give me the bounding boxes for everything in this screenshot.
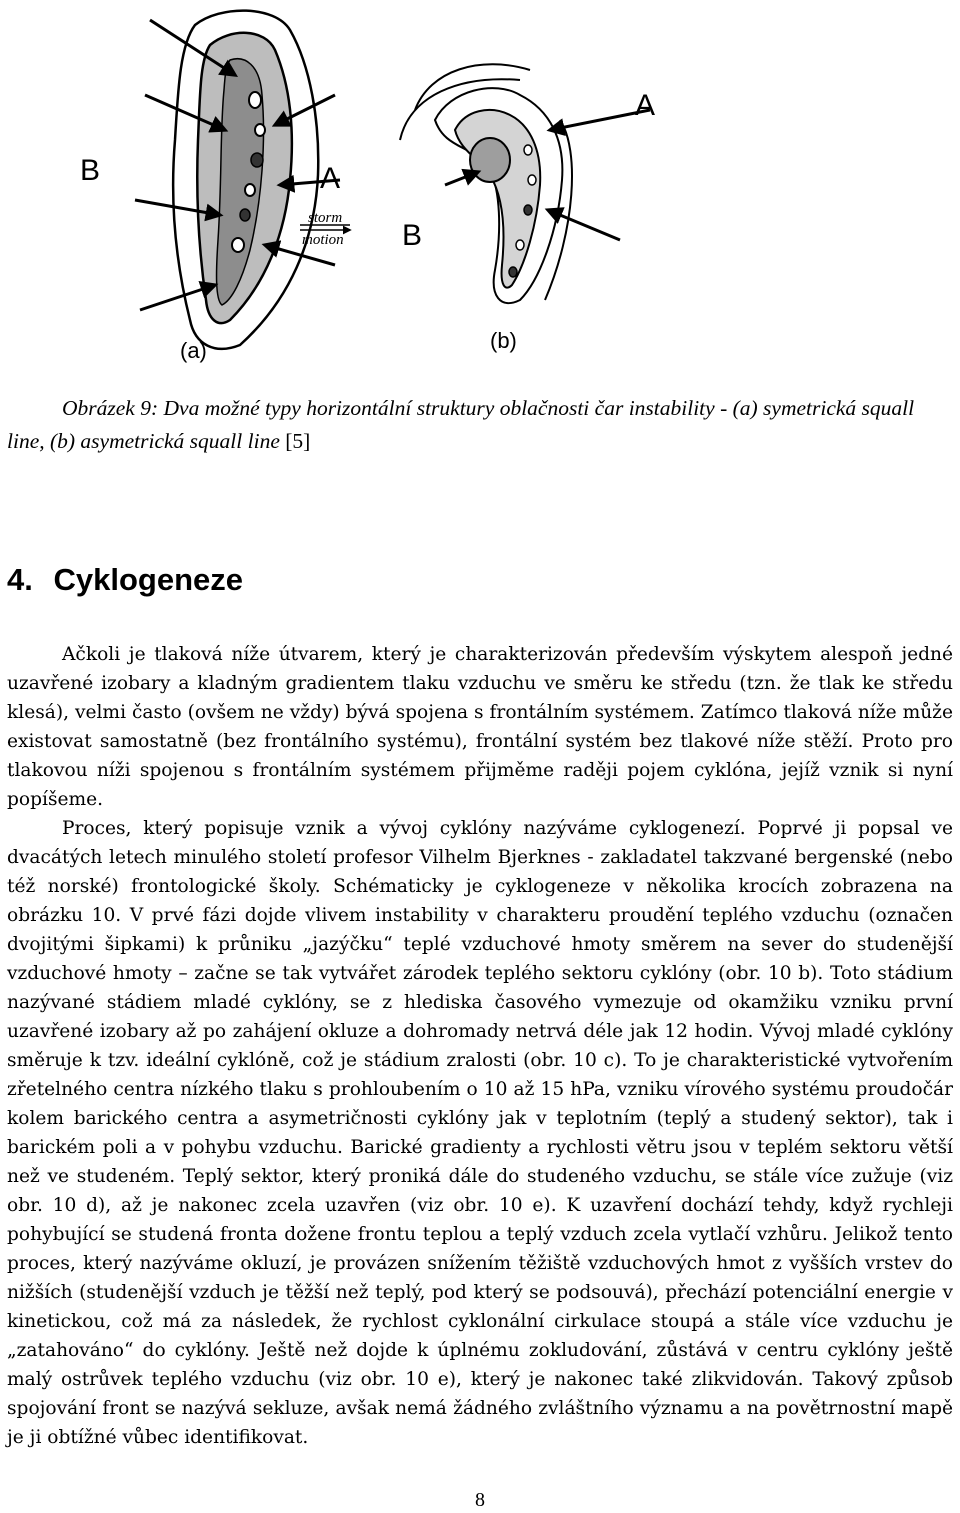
panel-a-drawing: [135, 11, 350, 349]
panel-b-label-b: B: [402, 219, 423, 252]
figure-caption-reference: [5]: [285, 429, 311, 453]
body-text: [7, 640, 953, 1452]
squall-line-figure: [50, 0, 930, 370]
storm-motion-label-2: motion: [302, 232, 344, 248]
panel-b-drawing: [400, 64, 650, 303]
panel-b-label-a: A: [635, 89, 656, 122]
paragraph: Proces, který popisuje vznik a vývoj cyklóny nazýváme cyklogenezí. Poprvé ji popsal ve dvacátých letech minulého století profesor Vilhelm Bjerknes - zakladatel takzvané bergenské (nebo též norské) frontologické školy. Schématicky je cyklogeneze v několika krocích zobrazena na obrázku 10. V prvé fázi dojde vlivem instability v charakteru proudění teplého vzduchu (označen dvojitými šipkami) k průniku „jazýčku“ teplé vzduchové hmoty směrem na sever do studenější vzduchové hmoty – začne se tak vytvářet zárodek teplého sektoru cyklóny (obr. 10 b). Toto stádium nazývané stádiem mladé cyklóny, se z hlediska časového vymezuje od okamžiku vzniku první uzavřené izobary až po zahájení okluze a dohromady netrvá déle jak 12 hodin. Vývoj mladé cyklóny směruje k tzv. ideální cyklóně, což je stádium zralosti (obr. 10 c). To je charakteristické vytvořením zřetelného centra nízkého tlaku s prohloubením o 10 až 15 hPa, vzniku vírového systému proudočár kolem barického centra a asymetričnosti cyklóny jak v teplotním (teplý a studený sektor), tak i barickém poli a v pohybu vzduchu. Barické gradienty a rychlosti větru jsou v teplém sektoru větší než ve studeném. Teplý sektor, který proniká dále do studeného vzduchu, se stále více zužuje (viz obr. 10 d), až je nakonec zcela uzavřen (viz obr. 10 e). K uzavření dochází tehdy, když rychleji pohybující se studená fronta dožene frontu teplou a teplý vzduch zcela vytlačí vzhůru. Jelikož tento proces, který nazýváme okluzí, je provázen snížením těžiště vzduchových hmot z vyšších vrstev do nižších (studenější vzduch je těžší než teplý, pod který se podsouvá), přechází potenciální energie v kinetickou, což má za následek, že rychlost cyklonální cirkulace stoupá a stále více vzduchu je „zatahováno“ do cyklóny. Ještě než dojde k úplnému zokludování, zůstává v centru cyklóny ještě malý ostrůvek teplého vzduchu (viz obr. 10 e), který je nakonec také zlikvidován. Takový způsob spojování front se nazývá sekluze, avšak nemá žádného zvláštního významu a na povětrnostní mapě je ji obtížné vůbec identifikovat.: [7, 818, 953, 1448]
page-number: 8: [475, 1489, 485, 1511]
storm-motion-label-1: storm: [308, 210, 343, 226]
panel-a-label-a: A: [320, 162, 341, 195]
figure-caption: [7, 392, 947, 458]
section-title: Cyklogeneze: [53, 562, 243, 597]
panel-a-caption: (a): [180, 338, 207, 363]
paragraph: Ačkoli je tlaková níže útvarem, který je charakterizován především výskytem alespoň jedné uzavřené izobary a kladným gradientem tlaku vzduchu ve směru ke středu (tzn. že tlak ke středu klesá), velmi často (ovšem ne vždy) bývá spojena s frontálním systémem. Zatímco tlaková níže může existovat samostatně (bez frontálního systému), frontální systém bez tlakové níže stěží. Proto pro tlakovou níži spojenou s frontálním systémem přijměme raději pojem cyklóna, jejíž vznik si nyní popíšeme.: [7, 644, 953, 810]
panel-a-label-b: B: [80, 154, 101, 187]
section-number: 4.: [7, 562, 33, 597]
panel-b-caption: (b): [490, 328, 517, 353]
figure-caption-text: Obrázek 9: Dva možné typy horizontální struktury oblačnosti čar instability - (a) symetrická squall line, (b) asymetrická squall line: [7, 396, 915, 453]
squall-line-diagram: [50, 0, 930, 370]
section-heading: [7, 562, 243, 598]
